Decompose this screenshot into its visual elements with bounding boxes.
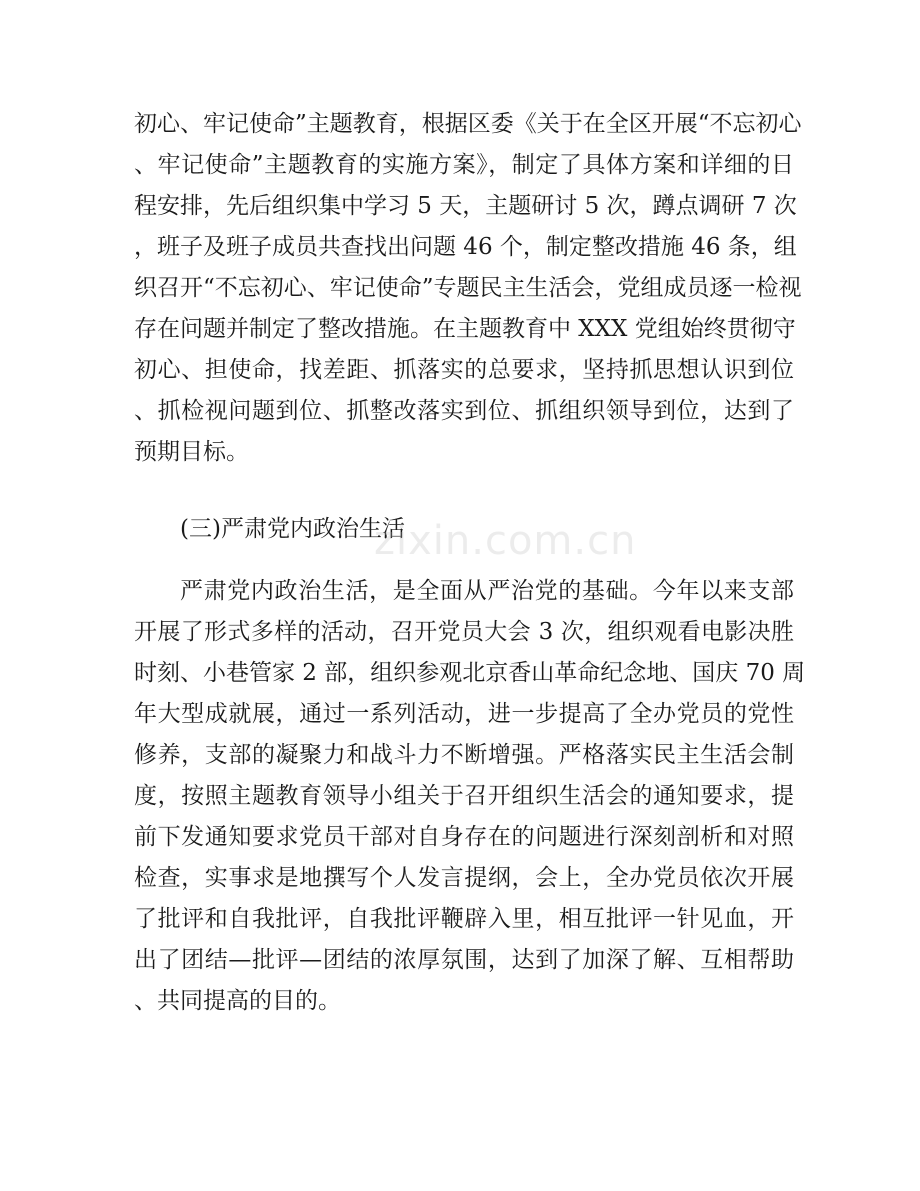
paragraph-line: 前下发通知要求党员干部对自身存在的问题进行深刻剖析和对照 (134, 824, 794, 850)
paragraph-line: 、牢记使命”主题教育的实施方案》，制定了具体方案和详细的日 (134, 152, 794, 178)
paragraph-line: 、抓检视问题到位、抓整改落实到位、抓组织领导到位，达到了 (134, 398, 794, 424)
paragraph-line: 检查，实事求是地撰写个人发言提纲，会上，全办党员依次开展 (134, 865, 794, 891)
paragraph-line: 年大型成就展，通过一系列活动，进一步提高了全办党员的党性 (134, 701, 794, 727)
paragraph-line: 严肃党内政治生活，是全面从严治党的基础。今年以来支部 (180, 578, 794, 604)
paragraph-line: 、共同提高的目的。 (134, 988, 341, 1014)
paragraph-line: 修养，支部的凝聚力和战斗力不断增强。严格落实民主生活会制 (134, 742, 794, 768)
paragraph-line: 出了团结—批评—团结的浓厚氛围，达到了加深了解、互相帮助 (134, 947, 794, 973)
paragraph-line: 存在问题并制定了整改措施。在主题教育中 XXX 党组始终贯彻守 (134, 316, 796, 342)
paragraph-line: 了批评和自我批评，自我批评鞭辟入里，相互批评一针见血，开 (134, 906, 794, 932)
watermark: zixin.com.cn (374, 518, 637, 564)
paragraph-line: 织召开“不忘初心、牢记使命”专题民主生活会，党组成员逐一检视 (134, 275, 802, 301)
paragraph-line: 时刻、小巷管家 2 部，组织参观北京香山革命纪念地、国庆 70 周 (134, 660, 806, 686)
paragraph-line: ，班子及班子成员共查找出问题 46 个，制定整改措施 46 条，组 (134, 234, 797, 260)
paragraph-line: 程安排，先后组织集中学习 5 天，主题研讨 5 次，蹲点调研 7 次 (134, 193, 797, 219)
paragraph-line: 开展了形式多样的活动，召开党员大会 3 次，组织观看电影决胜 (134, 619, 794, 645)
paragraph-line: 度，按照主题教育领导小组关于召开组织生活会的通知要求，提 (134, 783, 794, 809)
paragraph-line: 初心、担使命，找差距、抓落实的总要求，坚持抓思想认识到位 (134, 357, 794, 383)
section-heading: (三)严肃党内政治生活 (180, 516, 405, 542)
paragraph-line: 预期目标。 (134, 439, 249, 465)
paragraph-line: 初心、牢记使命”主题教育，根据区委《关于在全区开展“不忘初心 (134, 111, 802, 137)
